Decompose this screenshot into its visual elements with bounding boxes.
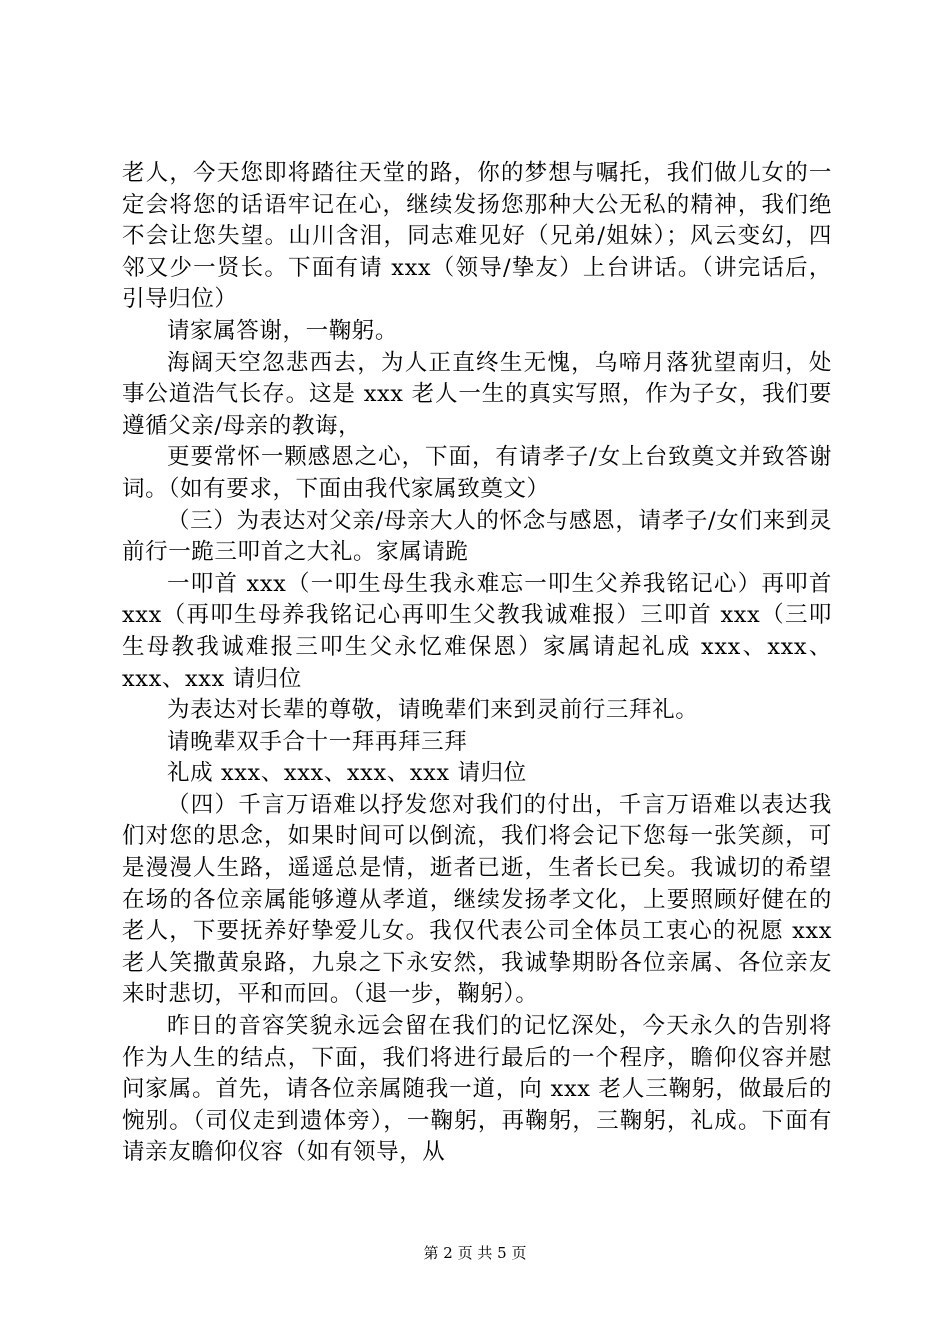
paragraph-3: 海阔天空忽悲西去，为人正直终生无愧，乌啼月落犹望南归，处事公道浩气长存。这是 xxx 老人一生的真实写照，作为子女，我们要遵循父亲/母亲的教诲， xyxy=(122,349,832,439)
paragraph-10: （四）千言万语难以抒发您对我们的付出，千言万语难以表达我们对您的思念，如果时间可以倒流，我们将会记下您每一张笑颜，可是漫漫人生路，遥遥总是情，逝者已逝，生者长已矣。我诚切的希望在场的各位亲属能够遵从孝道，继续发扬孝文化，上要照顾好健在的老人，下要抚养好挚爱儿女。我仅代表公司全体员工衷心的祝愿 xxx 老人笑撒黄泉路，九泉之下永安然，我诚挚期盼各位亲属、各位亲友来时悲切，平和而回。（退一步，鞠躬）。 xyxy=(122,791,832,1008)
page-number: 第 2 页 共 5 页 xyxy=(423,1244,527,1262)
paragraph-6: 一叩首 xxx（一叩生母生我永难忘一叩生父养我铭记心）再叩首 xxx（再叩生母养我铭记心再叩生父教我诚难报）三叩首 xxx（三叩生母教我诚难报三叩生父永忆难保恩）家属请起礼成 xxx、xxx、xxx、xxx 请归位 xyxy=(122,570,832,692)
paragraph-8: 请晚辈双手合十一拜再拜三拜 xyxy=(167,728,468,755)
paragraph-4: 更要常怀一颗感恩之心，下面，有请孝子/女上台致奠文并致答谢词。（如有要求，下面由我代家属致奠文） xyxy=(122,444,832,502)
paragraph-1: 老人，今天您即将踏往天堂的路，你的梦想与嘱托，我们做儿女的一定会将您的话语牢记在心，继续发扬您那种大公无私的精神，我们绝不会让您失望。山川含泪，同志难见好（兄弟/姐妹）；风云变幻，四邻又少一贤长。下面有请 xxx（领导/挚友）上台讲话。（讲完话后，引导归位） xyxy=(122,160,832,313)
document-body xyxy=(122,158,832,1169)
paragraph-7: 为表达对长辈的尊敬，请晚辈们来到灵前行三拜礼。 xyxy=(167,697,699,724)
page-footer xyxy=(0,1243,950,1263)
paragraph-2: 请家属答谢，一鞠躬。 xyxy=(167,317,399,344)
paragraph-11: 昨日的音容笑貌永远会留在我们的记忆深处，今天永久的告别将作为人生的结点，下面，我们将进行最后的一个程序，瞻仰仪容并慰问家属。首先，请各位亲属随我一道，向 xxx 老人三鞠躬，做最后的惋别。（司仪走到遗体旁），一鞠躬，再鞠躬，三鞠躬，礼成。下面有请亲友瞻仰仪容（如有领导，从 xyxy=(122,1013,832,1166)
paragraph-5: （三）为表达对父亲/母亲大人的怀念与感恩，请孝子/女们来到灵前行一跪三叩首之大礼。家属请跪 xyxy=(122,507,832,566)
paragraph-9: 礼成 xxx、xxx、xxx、xxx 请归位 xyxy=(167,760,527,787)
